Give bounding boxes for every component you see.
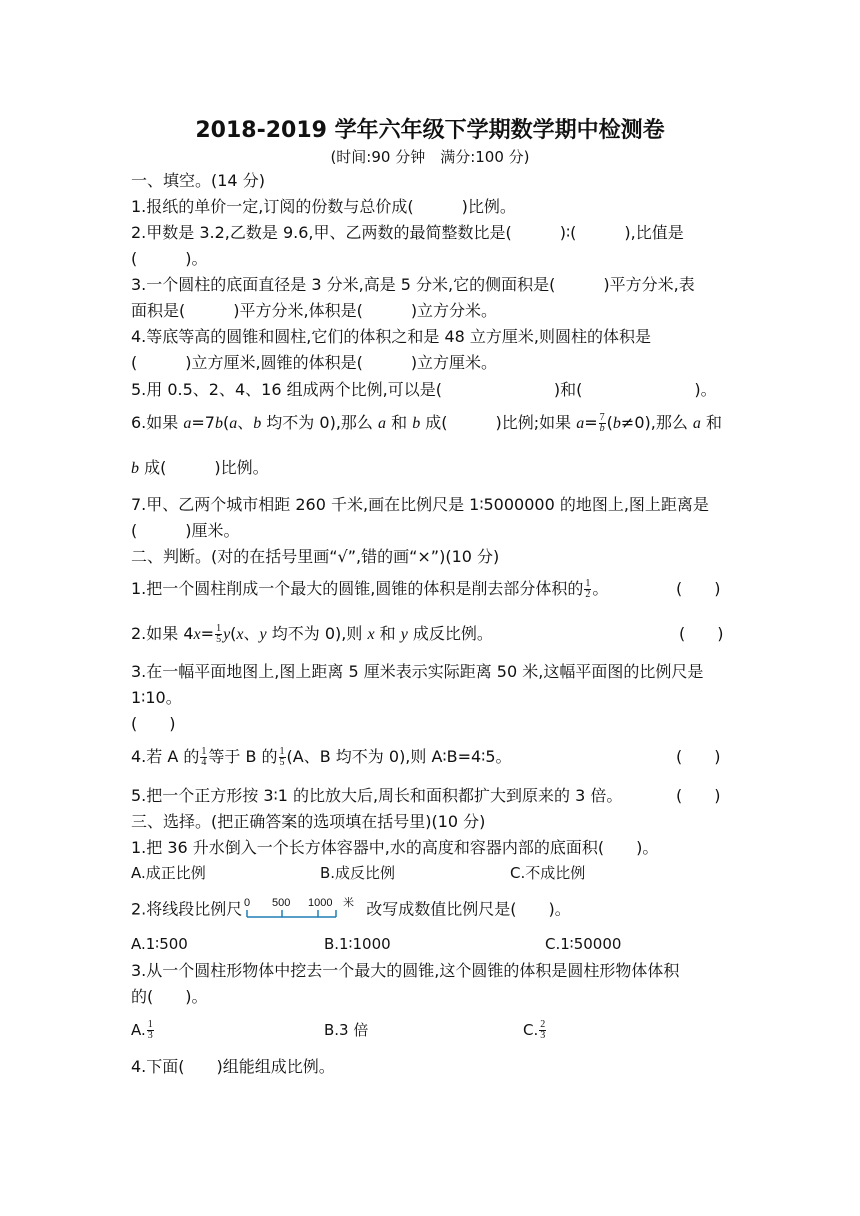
fraction-numerator: 1 bbox=[216, 623, 222, 634]
s2q1-text: 1.把一个圆柱削成一个最大的圆锥,圆锥的体积是削去部分体积的 bbox=[131, 579, 584, 598]
s3-question-1: 1.把 36 升水倒入一个长方体容器中,水的高度和容器内部的底面积( )。 bbox=[131, 838, 659, 857]
fraction-numerator: 1 bbox=[279, 746, 285, 757]
line-scale-svg bbox=[244, 897, 364, 923]
s2q2-answer-bracket[interactable]: ( ) bbox=[679, 624, 724, 643]
s2q2-text: 成反比例。 bbox=[407, 624, 493, 643]
q6-var-b: b bbox=[131, 460, 139, 477]
q6-var-a: a bbox=[378, 415, 386, 432]
s1-question-1: 1.报纸的单价一定,订阅的份数与总价成( )比例。 bbox=[131, 197, 516, 216]
q6-var-b: b bbox=[253, 415, 262, 432]
s3q2-option-b[interactable]: B.1∶1000 bbox=[324, 935, 391, 953]
s2q2-text: = bbox=[200, 624, 215, 643]
s2-question-3-line2: 1∶10。 bbox=[131, 688, 182, 707]
fraction-denominator: 3 bbox=[540, 1030, 546, 1041]
s2q2-var-y: y bbox=[223, 626, 231, 643]
fraction-denominator: b bbox=[599, 423, 605, 434]
s3-question-3-line2: 的( )。 bbox=[131, 987, 208, 1006]
option-label: C. bbox=[523, 1021, 539, 1039]
q6-text: 、 bbox=[237, 413, 254, 432]
q6-text: 成( )比例。 bbox=[139, 458, 269, 477]
fraction-denominator: 5 bbox=[279, 757, 285, 768]
fraction-denominator: 5 bbox=[216, 634, 222, 645]
q6-var-b: b bbox=[214, 415, 223, 432]
q6-var-a: a bbox=[229, 415, 238, 432]
fraction-denominator: 2 bbox=[585, 589, 591, 600]
s3-question-4: 4.下面( )组能组成比例。 bbox=[131, 1057, 335, 1076]
s2q2-text: 均不为 0),则 bbox=[266, 624, 368, 643]
s1-question-5: 5.用 0.5、2、4、16 组成两个比例,可以是( )和( )。 bbox=[131, 380, 717, 399]
s2q2-var-x: x bbox=[367, 626, 375, 643]
page-subtitle: (时间:90 分钟 满分:100 分) bbox=[330, 148, 530, 166]
q6-text: ( bbox=[606, 413, 613, 432]
fraction-denominator: 3 bbox=[147, 1030, 153, 1041]
scale-label-500: 500 bbox=[272, 897, 291, 909]
s2-question-5: 5.把一个正方形按 3∶1 的比放大后,周长和面积都扩大到原来的 3 倍。 bbox=[131, 786, 623, 805]
s2q4-text: 4.若 A 的 bbox=[131, 747, 200, 766]
s3q2-text: 2.将线段比例尺 bbox=[131, 899, 243, 919]
s2q2-text: 和 bbox=[374, 624, 401, 643]
s3q1-option-a[interactable]: A.成正比例 bbox=[131, 864, 206, 882]
s1-question-6-line1 bbox=[131, 412, 722, 435]
s2q2-var-y: y bbox=[259, 626, 267, 643]
fraction-numerator: 1 bbox=[585, 578, 591, 589]
s1-question-7-line2: ( )厘米。 bbox=[131, 521, 240, 540]
section3-heading: 三、选择。(把正确答案的选项填在括号里)(10 分) bbox=[131, 812, 486, 831]
q6-text: 和 bbox=[386, 413, 413, 432]
s3q3-option-c-fraction bbox=[539, 1020, 546, 1041]
s1-question-4-line2: ( )立方厘米,圆锥的体积是( )立方厘米。 bbox=[131, 353, 498, 372]
fraction-numerator: 1 bbox=[147, 1019, 153, 1030]
s2-question-1 bbox=[131, 578, 608, 600]
s2q2-text: 2.如果 4 bbox=[131, 624, 194, 643]
s2q2-var-y: y bbox=[400, 626, 408, 643]
s3-question-3-line1: 3.从一个圆柱形物体中挖去一个最大的圆锥,这个圆锥的体积是圆柱形物体体积 bbox=[131, 961, 680, 980]
q6-text: = bbox=[584, 413, 598, 432]
section2-heading: 二、判断。(对的在括号里画“√”,错的画“×”)(10 分) bbox=[131, 547, 500, 566]
q6-text: 成( )比例;如果 bbox=[420, 413, 577, 432]
s2q2-text: ( bbox=[230, 624, 237, 643]
s2q2-var-x: x bbox=[193, 626, 201, 643]
s3q1-option-b[interactable]: B.成反比例 bbox=[320, 864, 396, 882]
s1-question-6-line2 bbox=[131, 457, 269, 480]
s3-question-2 bbox=[131, 897, 571, 923]
s2q1-fraction bbox=[584, 579, 591, 600]
s2q5-answer-bracket[interactable]: ( ) bbox=[676, 786, 721, 805]
s2-question-2 bbox=[131, 623, 493, 646]
q6-var-b: b bbox=[612, 415, 621, 432]
s1-question-2-line1: 2.甲数是 3.2,乙数是 9.6,甲、乙两数的最简整数比是( )∶( ),比值是 bbox=[131, 223, 684, 242]
s2q3-answer-bracket[interactable]: ( ) bbox=[131, 714, 176, 733]
fraction-numerator: 2 bbox=[540, 1019, 546, 1030]
s3q3-option-a[interactable] bbox=[131, 1019, 155, 1041]
s3q3-option-b[interactable]: B.3 倍 bbox=[324, 1021, 369, 1039]
s2q4-answer-bracket[interactable]: ( ) bbox=[676, 747, 721, 766]
q6-var-a: a bbox=[692, 415, 701, 432]
s3q3-option-c[interactable] bbox=[523, 1019, 547, 1041]
scale-label-unit: 米 bbox=[343, 897, 355, 909]
s2q4-text: (A、B 均不为 0),则 A∶B=4∶5。 bbox=[286, 747, 512, 766]
q6-var-a: a bbox=[183, 415, 192, 432]
s1-question-2-line2: ( )。 bbox=[131, 249, 208, 268]
s1-question-3-line1: 3.一个圆柱的底面直径是 3 分米,高是 5 分米,它的侧面积是( )平方分米,表 bbox=[131, 275, 695, 294]
s2q4-fraction-b bbox=[279, 747, 286, 768]
s2q2-fraction bbox=[215, 624, 222, 645]
s1-question-3-line2: 面积是( )平方分米,体积是( )立方分米。 bbox=[131, 301, 498, 320]
s2q1-answer-bracket[interactable]: ( ) bbox=[676, 579, 721, 598]
fraction-numerator: 1 bbox=[201, 746, 207, 757]
s2q4-fraction-a bbox=[200, 747, 207, 768]
s3q1-option-c[interactable]: C.不成比例 bbox=[510, 864, 586, 882]
line-scale-diagram bbox=[244, 897, 364, 923]
s1-question-4-line1: 4.等底等高的圆锥和圆柱,它们的体积之和是 48 立方厘米,则圆柱的体积是 bbox=[131, 327, 651, 346]
section1-heading: 一、填空。(14 分) bbox=[131, 171, 265, 190]
scale-label-1000: 1000 bbox=[308, 897, 333, 909]
q6-text: ( bbox=[222, 413, 230, 432]
s3q2-option-a[interactable]: A.1∶500 bbox=[131, 935, 188, 953]
option-label: A. bbox=[131, 1021, 146, 1039]
q6-text: 6.如果 bbox=[131, 413, 184, 432]
s2q1-text: 。 bbox=[592, 579, 609, 598]
fraction-denominator: 4 bbox=[201, 757, 207, 768]
fraction-numerator: 7 bbox=[599, 412, 605, 423]
s2q2-text: 、 bbox=[243, 624, 260, 643]
q6-var-b: b bbox=[412, 415, 421, 432]
q6-var-a: a bbox=[576, 415, 585, 432]
page-title: 2018-2019 学年六年级下学期数学期中检测卷 bbox=[195, 118, 665, 143]
s3q2-option-c[interactable]: C.1∶50000 bbox=[545, 935, 622, 953]
s2-question-4 bbox=[131, 746, 512, 768]
q6-text: =7 bbox=[191, 413, 215, 432]
q6-text: ≠0),那么 bbox=[620, 413, 693, 432]
s3q2-text: 改写成数值比例尺是( )。 bbox=[366, 899, 571, 919]
s2q2-var-x: x bbox=[236, 626, 244, 643]
s3q3-option-a-fraction bbox=[147, 1020, 154, 1041]
q6-text: 和 bbox=[700, 413, 723, 432]
s2-question-3-line1: 3.在一幅平面地图上,图上距离 5 厘米表示实际距离 50 米,这幅平面图的比例尺是 bbox=[131, 662, 704, 681]
s2q4-text: 等于 B 的 bbox=[208, 747, 278, 766]
scale-label-0: 0 bbox=[244, 897, 251, 909]
s1-question-7-line1: 7.甲、乙两个城市相距 260 千米,画在比例尺是 1∶5000000 的地图上,图上距离是 bbox=[131, 495, 709, 514]
q6-text: 均不为 0),那么 bbox=[261, 413, 378, 432]
q6-fraction bbox=[599, 413, 606, 434]
